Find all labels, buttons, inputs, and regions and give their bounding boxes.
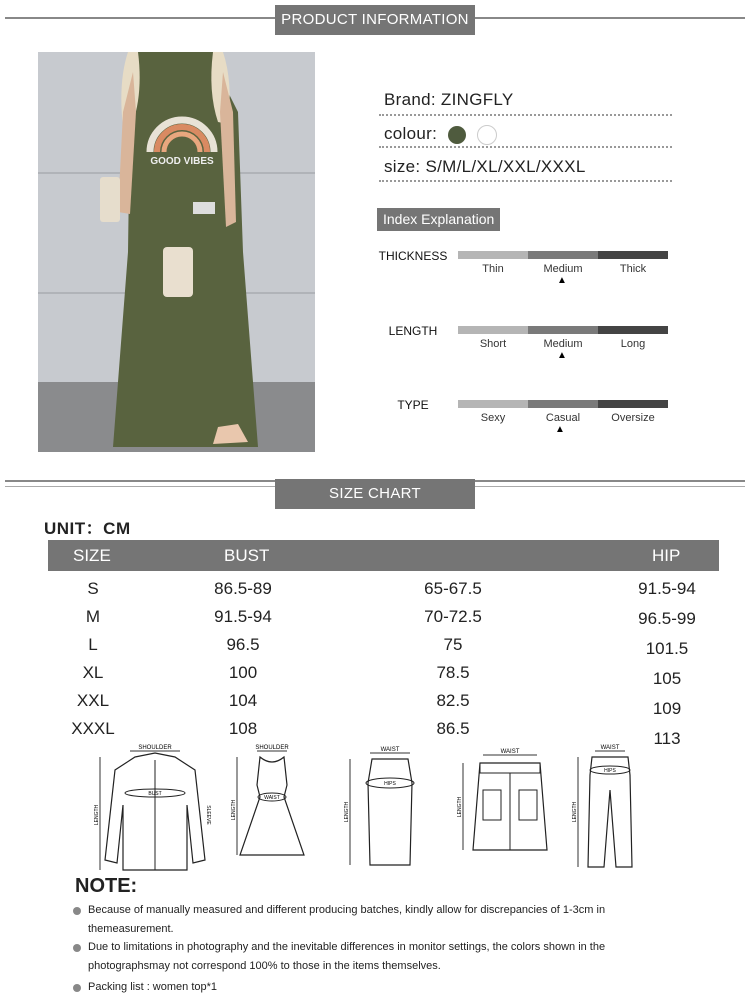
bullet-icon [73, 944, 81, 952]
note-title: NOTE: [75, 875, 138, 897]
waist-cell: 82.5 [436, 691, 470, 710]
bullet-icon [73, 984, 81, 992]
length-label: LENGTH [388, 324, 438, 338]
option-label: Short [479, 338, 507, 350]
option-label: Long [620, 338, 646, 350]
product-info-header: PRODUCT INFORMATION [275, 5, 475, 35]
hip-cell: 109 [652, 699, 682, 718]
jacket-diagram [95, 745, 215, 875]
waist-label: WAIST [600, 745, 620, 751]
divider [379, 114, 672, 116]
divider [379, 146, 672, 148]
waist-cell: 75 [443, 635, 463, 654]
thickness-label: THICKNESS [378, 249, 448, 263]
note-text: themeasurement. [88, 923, 174, 935]
size-chart-header: SIZE CHART [275, 479, 475, 509]
waist-label: WAIST [500, 749, 520, 755]
note-text: Due to limitations in photography and the inevitable differences in monitor settings, the colors shown in the [88, 941, 606, 953]
waist-label: WAIST [264, 795, 280, 801]
brand-line [384, 90, 514, 110]
colour-line [384, 124, 497, 145]
hip-cell: 113 [653, 729, 681, 748]
thickness-options [458, 263, 668, 275]
note-item [88, 978, 648, 997]
thickness-scale [458, 251, 668, 259]
bust-cell: 100 [228, 663, 258, 682]
size-cell: XL [82, 663, 104, 682]
length-options [458, 338, 668, 350]
colour-swatch-green[interactable] [448, 126, 466, 144]
option-label: Oversize [611, 412, 655, 424]
size-cell: XXL [76, 691, 110, 710]
bust-label: BUST [148, 791, 162, 797]
index-explanation-title: Index Explanation [377, 208, 500, 231]
bust-cell: 91.5-94 [214, 607, 272, 626]
note-text: photographsmay not correspond 100% to those in the items themselves. [88, 960, 441, 972]
size-cell: XXXL [71, 719, 115, 738]
size-cell: L [88, 635, 98, 654]
brand-label: Brand: [384, 90, 436, 109]
selected-marker-icon: ▲ [555, 424, 565, 435]
waist-cell: 86.5 [436, 719, 470, 738]
length-label: LENGTH [231, 799, 237, 821]
bullet-icon [73, 907, 81, 915]
bust-cell: 96.5 [226, 635, 260, 654]
selected-marker-icon: ▲ [557, 275, 567, 286]
shoulder-label: SHOULDER [255, 745, 289, 751]
note-text: Because of manually measured and different producing batches, kindly allow for discrepancies of 1-3cm in [88, 904, 606, 916]
col-bust: BUST [224, 546, 270, 565]
hip-cell: 91.5-94 [638, 579, 696, 598]
type-options [458, 412, 668, 424]
bust-cell: 86.5-89 [214, 579, 272, 598]
type-label: TYPE [397, 398, 429, 412]
pants-diagram [570, 745, 645, 870]
hip-cell: 101.5 [645, 639, 689, 658]
note-item [88, 901, 648, 939]
selected-marker-icon: ▲ [557, 350, 567, 361]
size-label: size: [384, 157, 421, 176]
photo-print-text: GOOD VIBES [150, 156, 214, 167]
sleeve-label: SLEEVE [205, 805, 211, 825]
brand-value: ZINGFLY [440, 90, 514, 109]
option-label: Thin [482, 263, 504, 275]
hip-cell: 96.5-99 [638, 609, 696, 628]
shorts-diagram [455, 745, 565, 870]
option-label: Medium [543, 338, 583, 350]
option-label: Thick [619, 263, 647, 275]
size-cell: S [87, 579, 99, 598]
size-line [384, 157, 586, 177]
waist-cell: 65-67.5 [424, 579, 482, 598]
hips-label: HIPS [384, 781, 396, 787]
colour-label: colour: [384, 124, 438, 143]
waist-label: WAIST [380, 747, 400, 753]
skirt-diagram [340, 745, 430, 870]
product-photo [38, 52, 315, 452]
bust-cell: 104 [228, 691, 258, 710]
unit-label: UNIT：CM [44, 519, 131, 538]
size-cell: M [85, 607, 101, 626]
col-hip: HIP [652, 546, 681, 565]
option-label: Medium [543, 263, 583, 275]
length-label: LENGTH [94, 804, 100, 826]
hip-cell: 105 [652, 669, 682, 688]
colour-swatch-white[interactable] [477, 125, 497, 145]
type-scale [458, 400, 668, 408]
length-label: LENGTH [457, 796, 463, 818]
length-scale [458, 326, 668, 334]
hips-label: HIPS [604, 768, 616, 774]
waist-cell: 78.5 [436, 663, 470, 682]
note-text: Packing list : women top*1 [88, 981, 218, 993]
note-item [88, 938, 648, 976]
option-label: Sexy [480, 412, 506, 424]
length-label: LENGTH [572, 801, 578, 823]
dress-diagram [232, 745, 312, 870]
size-value: S/M/L/XL/XXL/XXXL [425, 157, 586, 176]
col-size: SIZE [73, 546, 111, 565]
shoulder-label: SHOULDER [138, 745, 172, 751]
bust-cell: 108 [228, 719, 258, 738]
table-header [48, 540, 719, 571]
waist-cell: 70-72.5 [424, 607, 482, 626]
divider [379, 180, 672, 182]
option-label: Casual [545, 412, 581, 424]
length-label: LENGTH [344, 801, 350, 823]
